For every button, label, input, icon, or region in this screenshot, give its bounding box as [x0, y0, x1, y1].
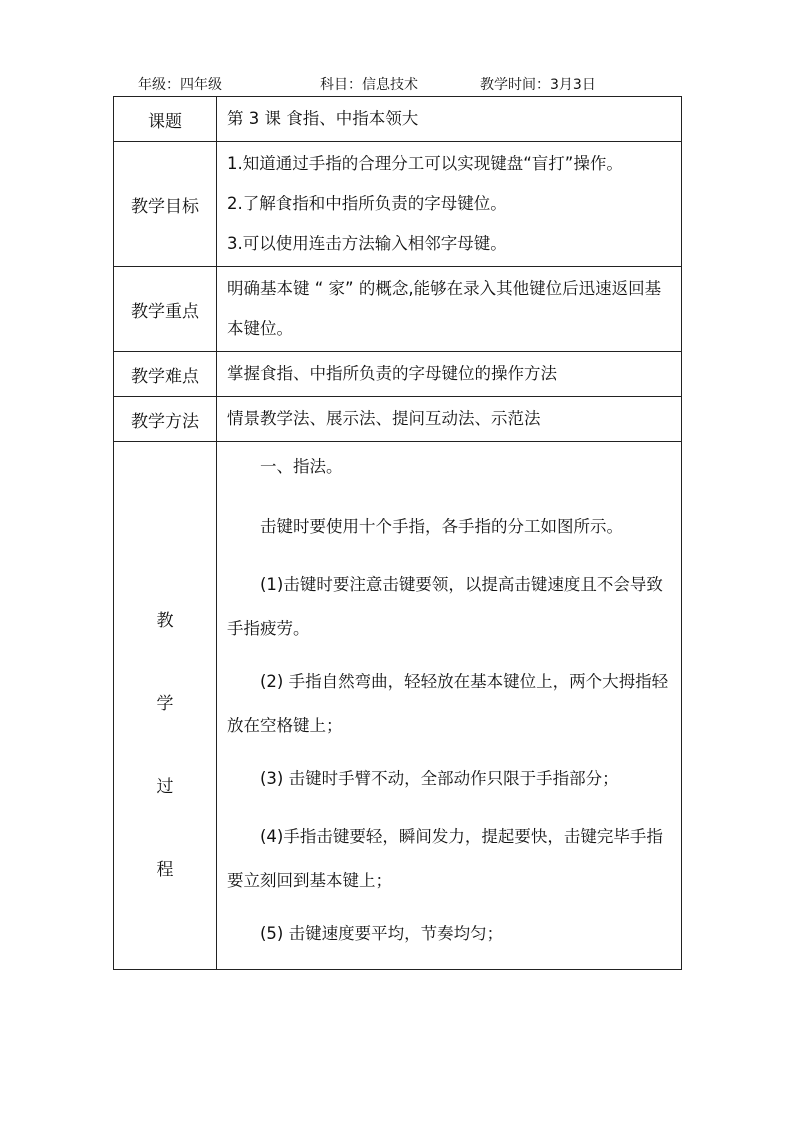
key-points-row — [114, 267, 682, 352]
process-paragraph: (2) 手指自然弯曲，轻轻放在基本键位上，两个大拇指轻放在空格键上； — [227, 672, 669, 735]
process-heading: 一、指法。 — [260, 457, 343, 476]
goals-label: 教学目标 — [114, 142, 217, 267]
process-label-char: 程 — [156, 860, 174, 880]
goal-item: 1.知道通过手指的合理分工可以实现键盘“盲打”操作。 — [227, 154, 623, 173]
key-points-value: 明确基本键 “ 家” 的概念,能够在录入其他键位后迅速返回基本键位。 — [217, 267, 682, 352]
difficulties-row — [114, 352, 682, 397]
goals-list — [217, 142, 682, 267]
goal-item: 3.可以使用连击方法输入相邻字母键。 — [227, 234, 507, 253]
topic-value: 第 3 课 食指、中指本领大 — [217, 97, 682, 142]
teaching-time-label: 教学时间：3月3日 — [480, 77, 596, 93]
process-label-char: 学 — [156, 694, 174, 714]
goal-item: 2.了解食指和中指所负责的字母键位。 — [227, 194, 507, 213]
process-paragraph: (1)击键时要注意击键要领，以提高击键速度且不会导致手指疲劳。 — [227, 575, 663, 638]
lesson-plan-table — [113, 96, 682, 970]
grade-label: 年级：四年级 — [138, 77, 222, 93]
process-paragraph: (4)手指击键要轻，瞬间发力，提起要快，击键完毕手指要立刻回到基本键上； — [227, 827, 663, 890]
methods-row — [114, 397, 682, 442]
process-paragraph: (3) 击键时手臂不动，全部动作只限于手指部分； — [260, 769, 619, 788]
difficulties-label: 教学难点 — [114, 352, 217, 397]
methods-label: 教学方法 — [114, 397, 217, 442]
topic-label: 课题 — [114, 97, 217, 142]
key-points-label: 教学重点 — [114, 267, 217, 352]
methods-value: 情景教学法、展示法、提问互动法、示范法 — [217, 397, 682, 442]
process-content-cell — [217, 442, 682, 970]
process-label-char: 教 — [156, 611, 174, 631]
difficulties-value: 掌握食指、中指所负责的字母键位的操作方法 — [217, 352, 682, 397]
process-label-char: 过 — [156, 777, 174, 797]
process-paragraph: (5) 击键速度要平均，节奏均匀； — [260, 924, 504, 943]
process-paragraph: 击键时要使用十个手指，各手指的分工如图所示。 — [260, 517, 623, 536]
topic-row — [114, 97, 682, 142]
process-label-cell — [114, 442, 217, 970]
subject-label: 科目：信息技术 — [320, 77, 418, 93]
process-row — [114, 442, 682, 970]
goals-row — [114, 142, 682, 267]
